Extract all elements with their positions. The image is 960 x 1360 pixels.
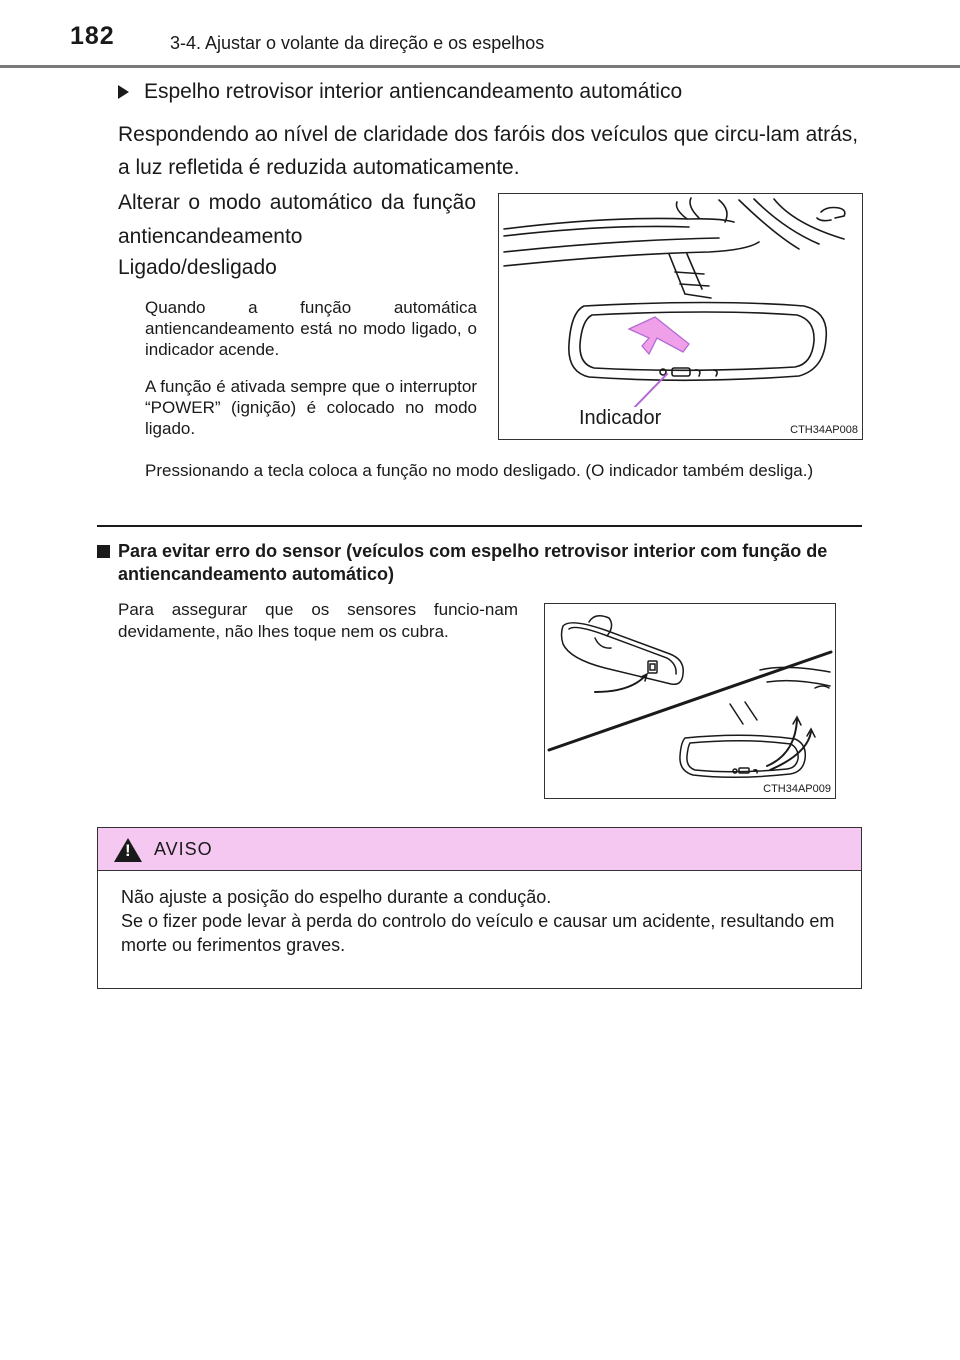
warning-line: Se o fizer pode levar à perda do controlo do veículo e causar um acidente, resultando em morte ou ferimentos graves. xyxy=(121,911,835,955)
sensor-heading xyxy=(97,540,862,586)
section-heading-text: Espelho retrovisor interior antiencandeamento automático xyxy=(144,80,683,103)
sub-heading: Alterar o modo automático da função antiencandeamento xyxy=(118,191,476,248)
sensor-heading-text: Para evitar erro do sensor (veículos com espelho retrovisor interior com função de antiencandeamento automático) xyxy=(118,541,828,584)
square-bullet-icon xyxy=(97,545,110,558)
section-heading xyxy=(118,80,682,104)
indicator-label: Indicador xyxy=(579,407,662,429)
mirror-indicator-illustration xyxy=(499,194,862,439)
sub-heading-on-off: Ligado/desligado xyxy=(118,256,277,279)
header-rule xyxy=(0,65,960,68)
note-indicator: Quando a função automática antiencandeamento está no modo ligado, o indicador acende. xyxy=(145,298,477,359)
figure-code: CTH34AP009 xyxy=(763,783,831,795)
mirror-sensor-illustration xyxy=(545,604,835,798)
warning-box xyxy=(97,827,862,989)
triangle-bullet-icon xyxy=(118,85,129,99)
mirror-sensor-figure xyxy=(544,603,836,799)
sensor-body: Para assegurar que os sensores funcio-nam devidamente, não lhes toque nem os cubra. xyxy=(118,600,518,641)
note-deactivation: Pressionando a tecla coloca a função no modo desligado. (O indicador também desliga.) xyxy=(145,461,814,480)
section-divider xyxy=(97,525,862,527)
header-section-title: 3-4. Ajustar o volante da direção e os espelhos xyxy=(170,33,545,53)
warning-icon: ! xyxy=(114,838,142,862)
warning-title: AVISO xyxy=(154,838,213,859)
page-number: 182 xyxy=(70,22,115,50)
warning-text xyxy=(98,871,861,957)
intro-paragraph: Respondendo ao nível de claridade dos faróis dos veículos que circu-lam atrás, a luz refletida é reduzida automaticamente. xyxy=(118,123,859,179)
figure-code: CTH34AP008 xyxy=(790,424,858,436)
warning-line: Não ajuste a posição do espelho durante a condução. xyxy=(121,887,552,907)
press-arrow-icon xyxy=(629,317,689,354)
note-activation: A função é ativada sempre que o interruptor “POWER” (ignição) é colocado no modo ligado. xyxy=(145,377,477,438)
warning-header xyxy=(98,828,861,871)
mirror-indicator-figure xyxy=(498,193,863,440)
